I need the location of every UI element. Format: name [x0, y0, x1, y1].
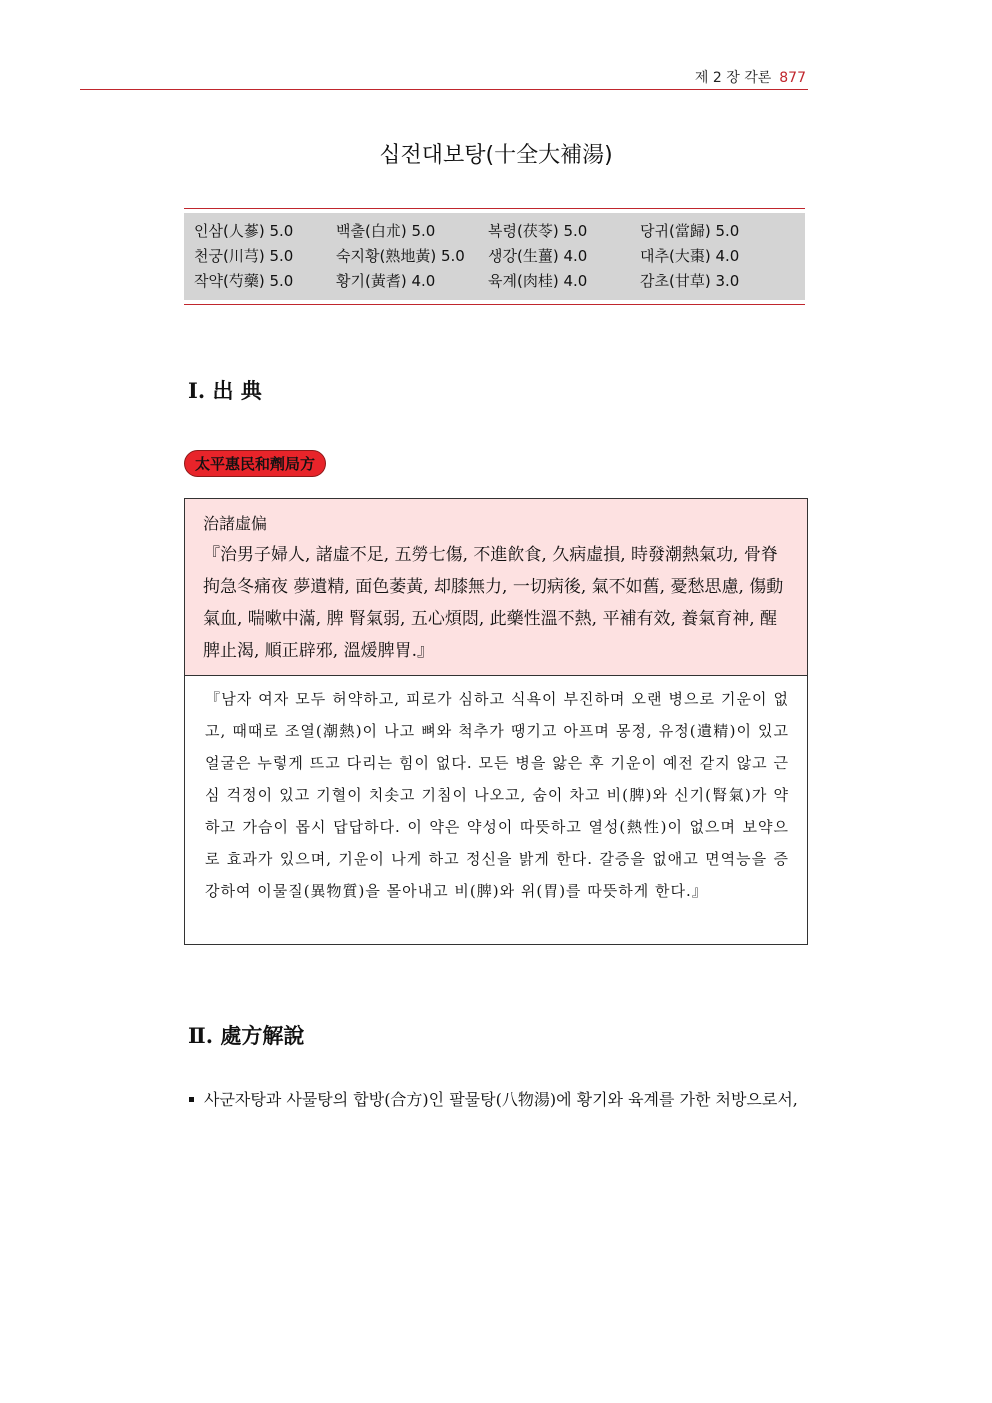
- source-badge: 太平惠民和劑局方: [184, 450, 326, 477]
- ingredient-item: 당귀(當歸) 5.0: [640, 222, 740, 240]
- ingredient-item: 대추(大棗) 4.0: [640, 247, 740, 265]
- ingredient-item: 작약(芍藥) 5.0: [194, 272, 294, 290]
- ingredient-item: 감초(甘草) 3.0: [640, 272, 740, 290]
- classical-subtitle: 治諸虛偏: [203, 514, 268, 533]
- header-rule: [80, 89, 808, 90]
- section-heading-source: Ⅰ. 出 典: [188, 378, 262, 403]
- korean-translation: 『남자 여자 모두 허약하고, 피로가 심하고 식욕이 부진하며 오랜 병으로 기운이 없고, 때때로 조열(潮熱)이 나고 뼈와 척추가 땡기고 아프며 몽정, 유정(遺精)이 있고 얼굴은 누렇게 뜨고 다리는 힘이 없다. 모든 병을 앓은 후 기운이 예전 같지 않고 근심 걱정이 있고 기혈이 치솟고 기침이 나오고, 숨이 차고 비(脾)와 신기(腎氣)가 약하고 가슴이 몹시 답답하다. 이 약은 약성이 따뜻하고 열성(熱性)이 없으며 보약으로 효과가 있으며, 기운이 나게 하고 정신을 밝게 한다. 갈증을 없애고 면역능을 증강하여 이물질(異物質)을 몰아내고 비(脾)와 위(胃)를 따뜻하게 한다.』: [205, 690, 789, 900]
- ingredient-item: 인삼(人蔘) 5.0: [194, 222, 294, 240]
- section-heading-prescription: Ⅱ. 處方解說: [188, 1023, 305, 1048]
- ingredient-item: 황기(黃耆) 4.0: [336, 272, 436, 290]
- classical-text: 『治男子婦人, 諸虛不足, 五勞七傷, 不進飮食, 久病虛損, 時發潮熱氣功, 骨脊拘急冬痛夜 夢遺精, 面色萎黃, 却膝無力, 一切病後, 氣不如舊, 憂愁思慮, 傷動氣血, 喘嗽中滿, 脾 腎氣弱, 五心煩悶, 此藥性溫不熱, 平補有效, 養氣育神, 醒脾止渴, 順正辟邪, 溫煖脾胃.』: [203, 545, 784, 661]
- bullet-marker: [189, 1097, 194, 1102]
- ingredient-item: 육계(肉桂) 4.0: [488, 272, 588, 290]
- ingredient-item: 천궁(川芎) 5.0: [194, 247, 294, 265]
- ingredient-item: 백출(白朮) 5.0: [336, 222, 436, 240]
- ingredients-grid: [194, 221, 800, 292]
- page-number: 877: [779, 70, 806, 86]
- ingredient-item: 숙지황(熟地黃) 5.0: [336, 247, 465, 265]
- classical-text-panel: [185, 499, 807, 676]
- quotation-box: [184, 498, 808, 945]
- ingredient-item: 복령(茯苓) 5.0: [488, 222, 588, 240]
- ingredient-item: 생강(生薑) 4.0: [488, 247, 588, 265]
- page-title: 십전대보탕(十全大補湯): [379, 143, 613, 168]
- chapter-label: 제 2 장 각론: [694, 70, 772, 86]
- ingredients-box: [184, 208, 805, 305]
- bullet-paragraph: 사군자탕과 사물탕의 합방(合方)인 팔물탕(八物湯)에 황기와 육계를 가한 처방으로서,: [204, 1090, 798, 1109]
- running-head: [695, 67, 806, 87]
- ingredients-background: [184, 213, 805, 300]
